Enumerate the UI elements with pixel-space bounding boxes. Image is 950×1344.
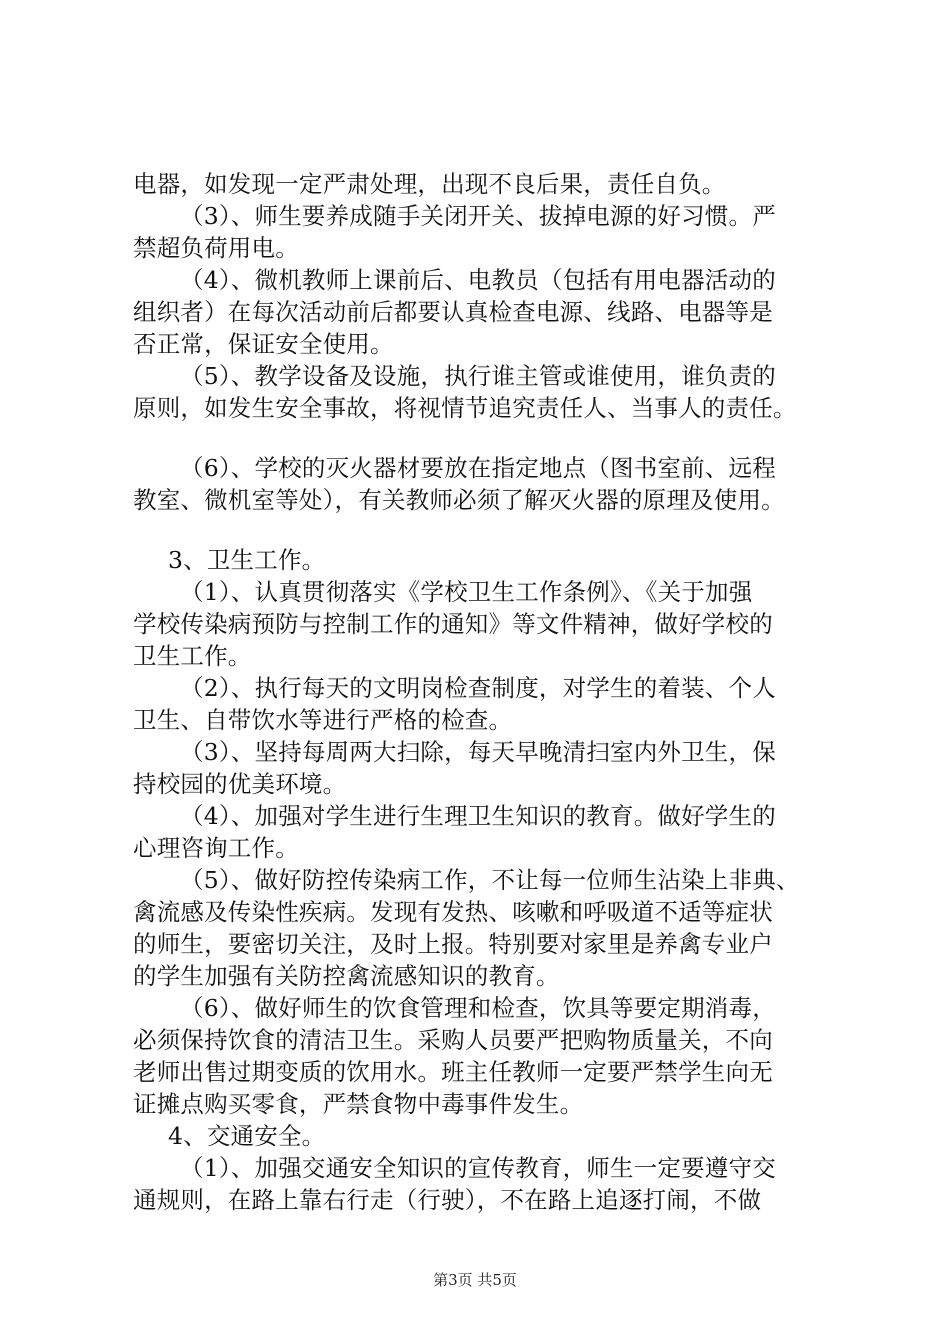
text-line: 持校园的优美环境。 bbox=[133, 770, 347, 798]
section-heading: 4、交通安全。 bbox=[168, 1122, 326, 1150]
page-number: 第3页 共5页 bbox=[433, 1271, 517, 1289]
text-line: 的师生，要密切关注，及时上报。特别要对家里是养禽专业户 bbox=[133, 930, 773, 958]
text-line: 原则，如发生安全事故，将视情节追究责任人、当事人的责任。 bbox=[133, 394, 797, 422]
text-line: （3）、师生要养成随手关闭开关、拔掉电源的好习惯。严 bbox=[180, 202, 776, 230]
text-line: 学校传染病预防与控制工作的通知》等文件精神，做好学校的 bbox=[133, 610, 773, 638]
text-line: 禁超负荷用电。 bbox=[133, 234, 299, 262]
text-line: 电器，如发现一定严肃处理，出现不良后果，责任自负。 bbox=[133, 170, 726, 198]
text-line: （6）、做好师生的饮食管理和检查，饮具等要定期消毒， bbox=[180, 994, 776, 1022]
text-line: 卫生工作。 bbox=[133, 642, 252, 670]
text-line: 证摊点购买零食，严禁食物中毒事件发生。 bbox=[133, 1090, 584, 1118]
text-line: 卫生、自带饮水等进行严格的检查。 bbox=[133, 706, 513, 734]
text-line: 心理咨询工作。 bbox=[133, 834, 299, 862]
text-line: （5）、教学设备及设施，执行谁主管或谁使用，谁负责的 bbox=[180, 362, 776, 390]
text-line: （4）、微机教师上课前后、电教员（包括有用电器活动的 bbox=[180, 266, 776, 294]
text-line: （6）、学校的灭火器材要放在指定地点（图书室前、远程 bbox=[180, 454, 776, 482]
text-line: 禽流感及传染性疾病。发现有发热、咳嗽和呼吸道不适等症状 bbox=[133, 898, 773, 926]
paragraph-gap bbox=[133, 424, 833, 452]
text-line: 组织者）在每次活动前后都要认真检查电源、线路、电器等是 bbox=[133, 298, 773, 326]
text-line: （4）、加强对学生进行生理卫生知识的教育。做好学生的 bbox=[180, 802, 776, 830]
section-heading: 3、卫生工作。 bbox=[168, 546, 326, 574]
text-line: （5）、做好防控传染病工作，不让每一位师生沾染上非典、 bbox=[180, 866, 800, 894]
text-line: 教室、微机室等处），有关教师必须了解灭火器的原理及使用。 bbox=[133, 486, 785, 514]
text-line: 通规则，在路上靠右行走（行驶），不在路上追逐打闹，不做 bbox=[133, 1186, 762, 1214]
text-line: （1）、加强交通安全知识的宣传教育，师生一定要遵守交 bbox=[180, 1154, 776, 1182]
text-line: （3）、坚持每周两大扫除，每天早晚清扫室内外卫生，保 bbox=[180, 738, 776, 766]
text-line: 老师出售过期变质的饮用水。班主任教师一定要严禁学生向无 bbox=[133, 1058, 773, 1086]
paragraph-gap bbox=[133, 516, 833, 544]
text-line: （1）、认真贯彻落实《学校卫生工作条例》、《关于加强 bbox=[180, 578, 753, 606]
document-body bbox=[133, 168, 833, 1216]
text-line: （2）、执行每天的文明岗检查制度，对学生的着装、个人 bbox=[180, 674, 776, 702]
text-line: 的学生加强有关防控禽流感知识的教育。 bbox=[133, 962, 560, 990]
text-line: 必须保持饮食的清洁卫生。采购人员要严把购物质量关，不向 bbox=[133, 1026, 773, 1054]
text-line: 否正常，保证安全使用。 bbox=[133, 330, 394, 358]
